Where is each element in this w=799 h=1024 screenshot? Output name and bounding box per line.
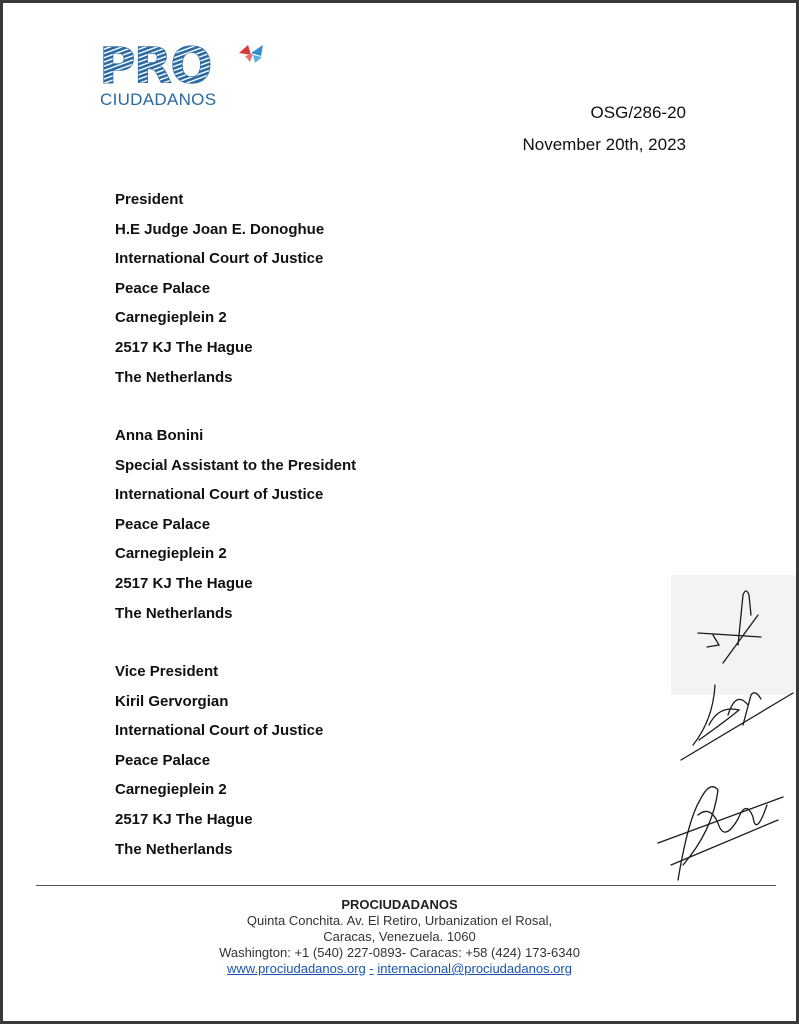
link-separator: - bbox=[369, 961, 374, 976]
recipient-line: Peace Palace bbox=[115, 515, 211, 533]
recipient-line: Kiril Gervorgian bbox=[115, 692, 229, 710]
reference-code: OSG/286-20 bbox=[590, 103, 686, 122]
recipient-line: The Netherlands bbox=[115, 368, 233, 386]
prociudadanos-logo bbox=[99, 39, 274, 114]
logo-wordmark-icon bbox=[99, 39, 274, 91]
recipient-line: The Netherlands bbox=[115, 840, 233, 858]
recipient-line: Peace Palace bbox=[115, 279, 211, 297]
letter-page bbox=[3, 3, 796, 1021]
footer-org-name: PROCIUDADANOS bbox=[341, 897, 458, 912]
letter-footer bbox=[3, 897, 796, 977]
recipient-line: Anna Bonini bbox=[115, 427, 204, 444]
footer-phones: Washington: +1 (540) 227-0893- Caracas: +58 (424) 173-6340 bbox=[219, 945, 580, 960]
footer-address-line: Quinta Conchita. Av. El Retiro, Urbanization el Rosal, bbox=[246, 913, 553, 928]
recipient-line: 2517 KJ The Hague bbox=[115, 574, 253, 592]
logo-subtitle: CIUDADANOS bbox=[100, 90, 217, 109]
recipient-line: Carnegieplein 2 bbox=[115, 545, 227, 563]
recipient-block bbox=[115, 185, 324, 392]
footer-links bbox=[3, 961, 796, 977]
letter-date: November 20th, 2023 bbox=[522, 135, 686, 154]
recipient-line: 2517 KJ The Hague bbox=[115, 338, 253, 356]
footer-divider bbox=[36, 885, 776, 886]
recipient-line: International Court of Justice bbox=[115, 722, 324, 740]
recipient-block bbox=[115, 421, 356, 628]
recipient-line: H.E Judge Joan E. Donoghue bbox=[115, 220, 325, 238]
recipient-line: The Netherlands bbox=[115, 604, 233, 622]
signatures bbox=[643, 575, 796, 885]
recipient-line: International Court of Justice bbox=[115, 250, 324, 268]
recipient-line: Peace Palace bbox=[115, 751, 211, 769]
footer-address-line: Caracas, Venezuela. 1060 bbox=[323, 929, 476, 944]
website-link[interactable]: www.prociudadanos.org bbox=[227, 961, 366, 976]
recipient-line: Special Assistant to the President bbox=[115, 456, 357, 474]
recipient-line: International Court of Justice bbox=[115, 486, 324, 504]
recipient-line: Carnegieplein 2 bbox=[115, 781, 227, 799]
logo-wordmark: PRO bbox=[99, 39, 211, 91]
recipient-line: Carnegieplein 2 bbox=[115, 309, 227, 327]
handwritten-signature-icon bbox=[643, 575, 796, 885]
recipient-line: Vice President bbox=[115, 663, 219, 680]
logo-butterfly-icon bbox=[239, 45, 263, 63]
recipient-line: President bbox=[115, 191, 184, 208]
letter-reference bbox=[523, 97, 687, 161]
email-link[interactable]: internacional@prociudadanos.org bbox=[377, 961, 572, 976]
recipient-line: 2517 KJ The Hague bbox=[115, 810, 253, 828]
recipient-block bbox=[115, 657, 323, 864]
